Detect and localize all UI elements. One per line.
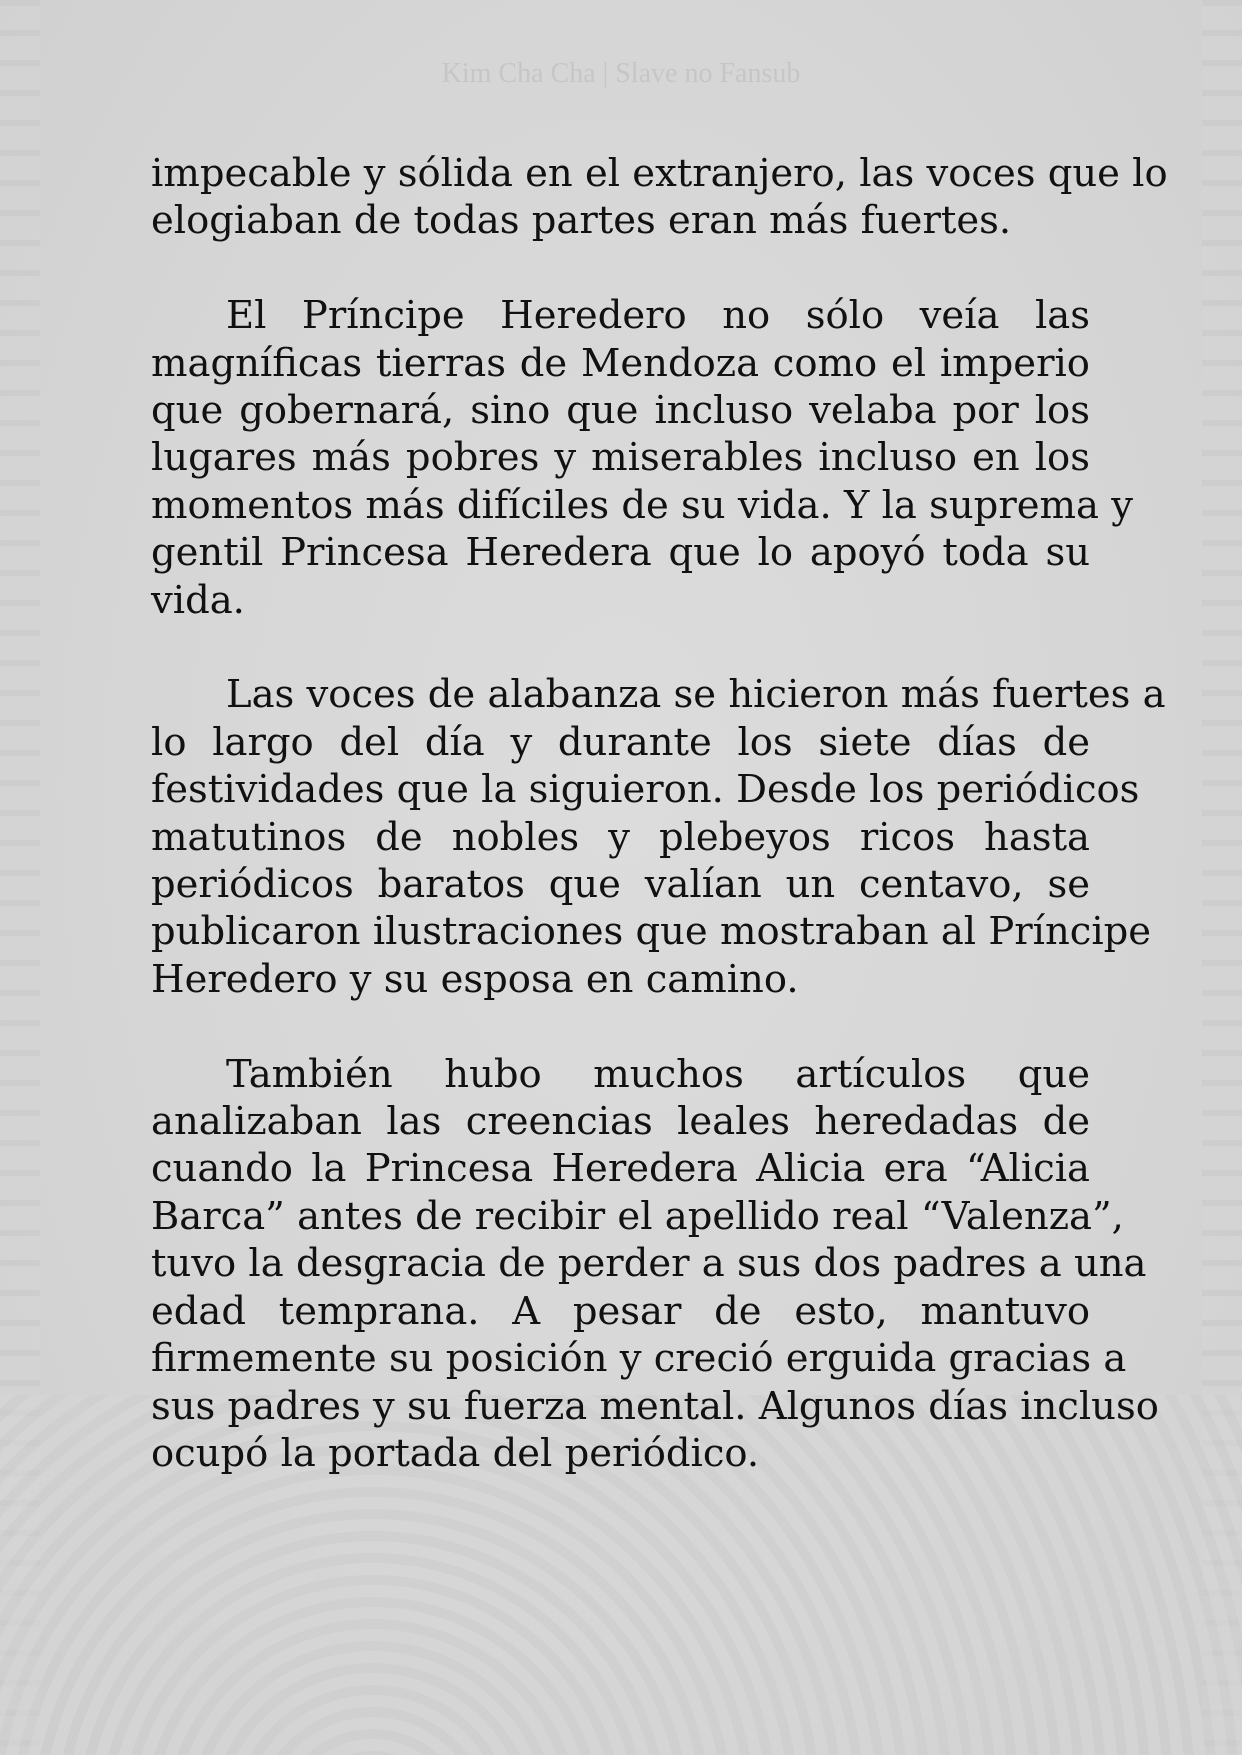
text-line: Barca” antes de recibir el apellido real “Valenza”, <box>151 1193 1124 1239</box>
text-line: lugares más pobres y miserables incluso en los <box>151 435 1090 481</box>
paragraph <box>151 1051 1159 1478</box>
text-line: También hubo muchos artículos que <box>226 1051 1090 1097</box>
text-line: gentil Princesa Heredera que lo apoyó toda su <box>151 530 1090 576</box>
text-line: impecable y sólida en el extranjero, las voces que lo <box>151 151 1168 196</box>
text-line: Las voces de alabanza se hicieron más fuertes a <box>226 672 1166 718</box>
text-line: ocupó la portada del periódico. <box>151 1430 760 1476</box>
paragraph <box>151 671 1166 1003</box>
watermark-header: Kim Cha Cha | Slave no Fansub <box>441 58 801 89</box>
text-line: edad temprana. A pesar de esto, mantuvo <box>151 1288 1090 1334</box>
text-line: elogiaban de todas partes eran más fuertes. <box>151 198 1012 244</box>
text-line: firmemente su posición y creció erguida gracias a <box>151 1336 1127 1382</box>
text-line: magníficas tierras de Mendoza como el imperio <box>151 340 1090 386</box>
text-line: sus padres y su fuerza mental. Algunos días incluso <box>151 1383 1159 1429</box>
text-line: momentos más difíciles de su vida. Y la suprema y <box>151 482 1133 528</box>
text-line: cuando la Princesa Heredera Alicia era “Alicia <box>151 1146 1090 1192</box>
text-line: analizaban las creencias leales heredadas de <box>151 1099 1090 1145</box>
text-line: publicaron ilustraciones que mostraban al Príncipe <box>151 909 1152 955</box>
paragraph <box>151 292 1133 624</box>
text-line: festividades que la siguieron. Desde los periódicos <box>151 767 1140 813</box>
text-line: que gobernará, sino que incluso velaba por los <box>151 388 1090 434</box>
text-line: periódicos baratos que valían un centavo, se <box>151 862 1090 908</box>
text-line: El Príncipe Heredero no sólo veía las <box>226 293 1090 339</box>
body-text <box>151 150 1168 1525</box>
paragraph <box>151 150 1168 245</box>
text-line: matutinos de nobles y plebeyos ricos hasta <box>151 814 1090 860</box>
text-line: tuvo la desgracia de perder a sus dos padres a una <box>151 1241 1147 1287</box>
text-line: lo largo del día y durante los siete días de <box>151 719 1090 765</box>
text-line: vida. <box>151 577 245 623</box>
text-line: Heredero y su esposa en camino. <box>151 956 799 1002</box>
